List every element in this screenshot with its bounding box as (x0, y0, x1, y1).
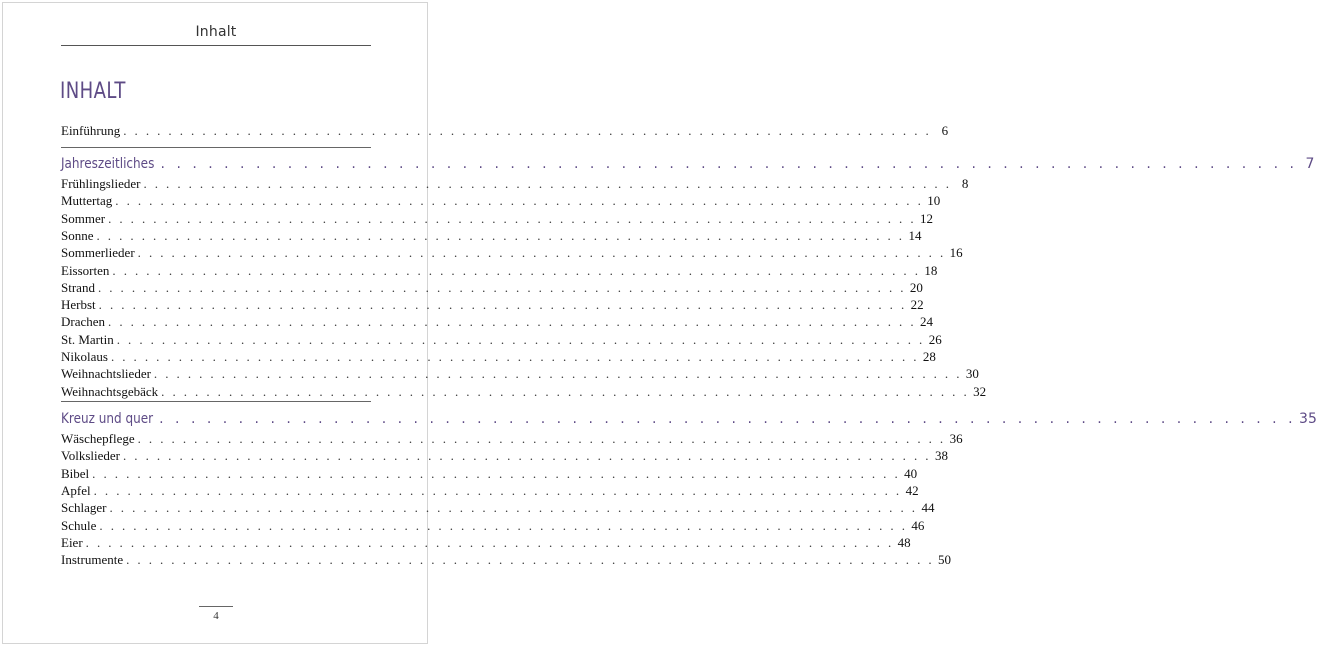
toc-entry-label: Schule (61, 517, 97, 533)
dot-leader: . . . . . . . . . . . . . . . . . . . . . . . . . . . . . . . . . . . . . . . . . . . . . . . . . . . . . . . . . . . . . . . . . . . . . . . . (115, 193, 924, 209)
toc-entry-page-number: 6 (941, 123, 949, 138)
toc-entry-page-number: 32 (973, 383, 987, 399)
section-divider (61, 147, 371, 148)
dot-leader: . . . . . . . . . . . . . . . . . . . . . . . . . . . . . . . . . . . . . . . . . . . . . . . . . . . . . . . . . . . . . . . . . . . . . . . . (97, 279, 906, 295)
folio-rule (199, 606, 233, 607)
toc-entry (61, 210, 934, 228)
dot-leader: . . . . . . . . . . . . . . . . . . . . . . . . . . . . . . . . . . . . . . . . . . . . . . . . . . . . . . . . . . . . . . . . . . . . . . . . (143, 176, 952, 191)
section-heading-label: Kreuz und quer (61, 411, 154, 427)
toc-entry-label: Weihnachtsgebäck (61, 383, 159, 399)
section-divider (61, 401, 371, 402)
toc-entry-label: Bibel (61, 465, 90, 481)
toc-entry-page-number: 44 (921, 500, 935, 516)
toc-entry-page-number: 24 (919, 314, 933, 330)
toc-entry (61, 122, 949, 140)
toc-entry (61, 175, 969, 193)
toc-entry-page-number: 26 (928, 331, 942, 347)
toc-entry-page-number: 50 (938, 552, 952, 568)
toc-entry (61, 365, 979, 383)
dot-leader: . . . . . . . . . . . . . . . . . . . . . . . . . . . . . . . . . . . . . . . . . . . . . . . . . . . . . . . . . . . . . . . . . . . . . . . . (159, 411, 1297, 427)
toc-entry (61, 430, 963, 448)
dot-leader: . . . . . . . . . . . . . . . . . . . . . . . . . . . . . . . . . . . . . . . . . . . . . . . . . . . . . . . . . . . . . . . . . . . . . . . . (98, 297, 907, 313)
toc-entry-label: Nikolaus (61, 349, 108, 364)
toc-entry-page-number: 28 (922, 349, 936, 364)
toc-entry (61, 244, 963, 262)
toc-entry (61, 517, 925, 535)
toc-entry-label: Sommerlieder (61, 245, 135, 261)
toc-entry-page-number: 10 (927, 193, 941, 209)
toc-entry-page-number: 36 (949, 431, 963, 446)
toc-entry-label: Volkslieder (61, 448, 120, 464)
toc-entry-label: Sommer (61, 210, 106, 226)
toc-entry-label: Frühlingslieder (61, 176, 141, 191)
dot-leader: . . . . . . . . . . . . . . . . . . . . . . . . . . . . . . . . . . . . . . . . . . . . . . . . . . . . . . . . . . . . . . . . . . . . . . . . (92, 465, 901, 481)
toc-entry (61, 348, 936, 366)
toc-entry (61, 296, 924, 314)
toc-entry-page-number: 40 (904, 465, 918, 481)
dot-leader: . . . . . . . . . . . . . . . . . . . . . . . . . . . . . . . . . . . . . . . . . . . . . . . . . . . . . . . . . . . . . . . . . . . . . . . . (99, 517, 908, 533)
dot-leader: . . . . . . . . . . . . . . . . . . . . . . . . . . . . . . . . . . . . . . . . . . . . . . . . . . . . . . . . . . . . . . . . . . . . . . . . (85, 534, 894, 550)
toc-entry-label: Herbst (61, 297, 96, 313)
dot-leader: . . . . . . . . . . . . . . . . . . . . . . . . . . . . . . . . . . . . . . . . . . . . . . . . . . . . . . . . . . . . . . . . . . . . . . . . (137, 245, 946, 261)
page-title: INHALT (60, 79, 126, 104)
running-head: Inhalt (195, 24, 237, 40)
toc-entry (61, 313, 933, 331)
toc-entry (61, 534, 911, 552)
toc-entry-label: Eier (61, 534, 83, 550)
toc-entry-page-number: 48 (897, 534, 911, 550)
toc-entry-label: Schlager (61, 500, 107, 516)
toc-entry-page-number: 8 (961, 176, 969, 191)
toc-entry-label: Sonne (61, 227, 94, 243)
toc-entry-label: Instrumente (61, 552, 124, 568)
dot-leader: . . . . . . . . . . . . . . . . . . . . . . . . . . . . . . . . . . . . . . . . . . . . . . . . . . . . . . . . . . . . . . . . . . . . . . . . (112, 262, 921, 278)
dot-leader: . . . . . . . . . . . . . . . . . . . . . . . . . . . . . . . . . . . . . . . . . . . . . . . . . . . . . . . . . . . . . . . . . . . . . . . . (160, 156, 1298, 172)
toc-entry (61, 331, 942, 349)
dot-leader: . . . . . . . . . . . . . . . . . . . . . . . . . . . . . . . . . . . . . . . . . . . . . . . . . . . . . . . . . . . . . . . . . . . . . . . . (108, 210, 917, 226)
toc-entry (61, 383, 987, 401)
toc-entry (61, 192, 941, 210)
dot-leader: . . . . . . . . . . . . . . . . . . . . . . . . . . . . . . . . . . . . . . . . . . . . . . . . . . . . . . . . . . . . . . . . . . . . . . . . (110, 349, 919, 364)
toc-entry-label: Apfel (61, 482, 91, 498)
toc-entry (61, 551, 952, 569)
section-heading-page-number: 35 (1299, 411, 1317, 427)
toc-entry-page-number: 46 (911, 517, 925, 533)
section-heading (61, 155, 1315, 173)
toc-entry-label: Drachen (61, 314, 106, 330)
toc-entry (61, 482, 919, 500)
toc-entry-page-number: 14 (908, 227, 922, 243)
toc-entry-page-number: 38 (934, 448, 948, 464)
toc-entry-label: Strand (61, 279, 95, 295)
toc-entry-label: Wäschepflege (61, 431, 135, 446)
toc-entry (61, 262, 938, 280)
dot-leader: . . . . . . . . . . . . . . . . . . . . . . . . . . . . . . . . . . . . . . . . . . . . . . . . . . . . . . . . . . . . . . . . . . . . . . . . (126, 552, 935, 568)
toc-entry-page-number: 12 (920, 210, 934, 226)
dot-leader: . . . . . . . . . . . . . . . . . . . . . . . . . . . . . . . . . . . . . . . . . . . . . . . . . . . . . . . . . . . . . . . . . . . . . . . . (108, 314, 916, 330)
toc-entry-page-number: 18 (924, 262, 938, 278)
toc-entry (61, 279, 923, 297)
toc-entry-label: St. Martin (61, 331, 114, 347)
toc-entry-label: Weihnachtslieder (61, 366, 151, 382)
page-number: 4 (213, 610, 219, 622)
dot-leader: . . . . . . . . . . . . . . . . . . . . . . . . . . . . . . . . . . . . . . . . . . . . . . . . . . . . . . . . . . . . . . . . . . . . . . . . (96, 227, 905, 243)
dot-leader: . . . . . . . . . . . . . . . . . . . . . . . . . . . . . . . . . . . . . . . . . . . . . . . . . . . . . . . . . . . . . . . . . . . . . . . . (153, 366, 962, 382)
running-head-rule (61, 45, 371, 46)
toc-entry-page-number: 30 (965, 366, 979, 382)
section-heading (61, 410, 1317, 428)
dot-leader: . . . . . . . . . . . . . . . . . . . . . . . . . . . . . . . . . . . . . . . . . . . . . . . . . . . . . . . . . . . . . . . . . . . . . . . . (93, 482, 902, 498)
toc-entry (61, 499, 935, 517)
dot-leader: . . . . . . . . . . . . . . . . . . . . . . . . . . . . . . . . . . . . . . . . . . . . . . . . . . . . . . . . . . . . . . . . . . . . . . . . (122, 448, 931, 464)
section-heading-page-number: 7 (1305, 156, 1315, 172)
section-heading-label: Jahreszeitliches (61, 156, 155, 172)
dot-leader: . . . . . . . . . . . . . . . . . . . . . . . . . . . . . . . . . . . . . . . . . . . . . . . . . . . . . . . . . . . . . . . . . . . . . . . . (161, 383, 970, 399)
toc-entry-label: Muttertag (61, 193, 113, 209)
toc-entry-page-number: 16 (949, 245, 963, 261)
dot-leader: . . . . . . . . . . . . . . . . . . . . . . . . . . . . . . . . . . . . . . . . . . . . . . . . . . . . . . . . . . . . . . . . . . . . . . . . (123, 123, 932, 138)
toc-entry-page-number: 42 (905, 482, 919, 498)
dot-leader: . . . . . . . . . . . . . . . . . . . . . . . . . . . . . . . . . . . . . . . . . . . . . . . . . . . . . . . . . . . . . . . . . . . . . . . . (116, 331, 925, 347)
toc-entry-page-number: 20 (909, 279, 923, 295)
dot-leader: . . . . . . . . . . . . . . . . . . . . . . . . . . . . . . . . . . . . . . . . . . . . . . . . . . . . . . . . . . . . . . . . . . . . . . . . (109, 500, 918, 516)
toc-entry (61, 447, 948, 465)
toc-entry-page-number: 22 (910, 297, 924, 313)
dot-leader: . . . . . . . . . . . . . . . . . . . . . . . . . . . . . . . . . . . . . . . . . . . . . . . . . . . . . . . . . . . . . . . . . . . . . . . . (137, 431, 946, 446)
toc-entry (61, 227, 922, 245)
toc-entry-label: Einführung (61, 123, 121, 138)
toc-entry-label: Eissorten (61, 262, 110, 278)
toc-entry (61, 465, 918, 483)
